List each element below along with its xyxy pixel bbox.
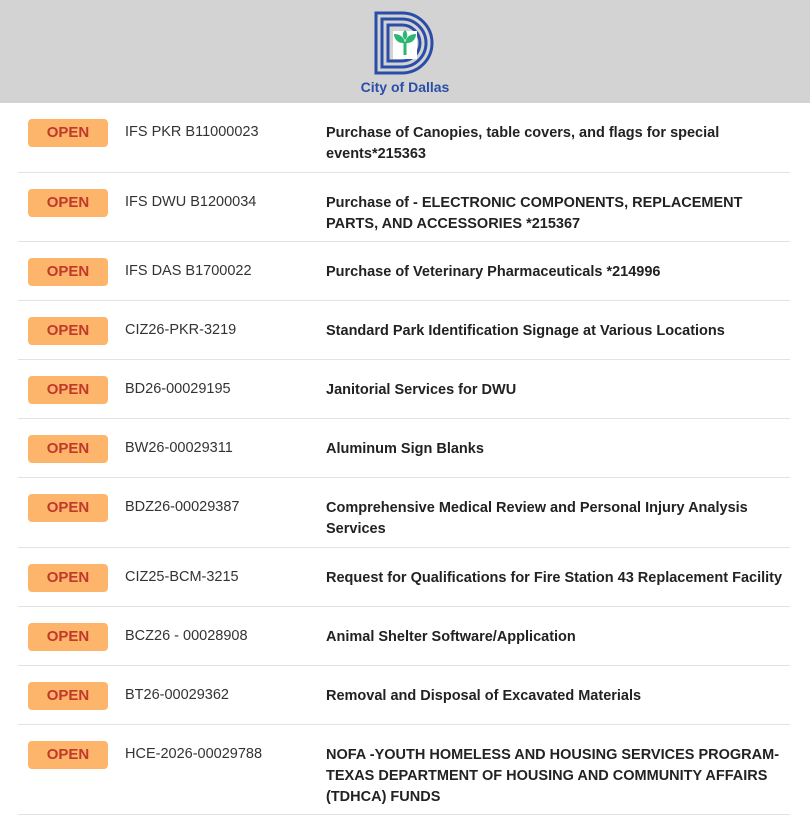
bid-number: BD26-00029195 [125,381,231,397]
site-header [0,0,810,103]
status-badge: OPEN [28,494,108,522]
bid-number: IFS DWU B1200034 [125,194,257,210]
status-badge: OPEN [28,258,108,286]
bid-row[interactable] [18,548,790,607]
status-badge: OPEN [28,119,108,147]
status-badge: OPEN [28,435,108,463]
bid-row[interactable] [18,607,790,666]
bid-row[interactable] [18,360,790,419]
bid-title-link[interactable]: Purchase of Canopies, table covers, and flags for special events*215363 [326,125,720,162]
bid-number: BT26-00029362 [125,687,229,703]
bid-title-link[interactable]: Purchase of - ELECTRONIC COMPONENTS, REPLACEMENT PARTS, AND ACCESSORIES *215367 [326,195,743,232]
bid-row[interactable] [18,173,790,242]
bid-number: BW26-00029311 [125,440,233,456]
bid-row[interactable] [18,103,790,173]
status-badge: OPEN [28,317,108,345]
bid-title-link[interactable]: Purchase of Veterinary Pharmaceuticals *214996 [326,264,661,280]
bid-number: IFS DAS B1700022 [125,263,252,279]
bid-row[interactable] [18,301,790,360]
bid-row[interactable] [18,419,790,478]
bid-title-link[interactable]: Janitorial Services for DWU [326,382,517,398]
bid-row[interactable] [18,725,790,815]
bid-row[interactable] [18,666,790,725]
bid-title-link[interactable]: Removal and Disposal of Excavated Materials [326,688,642,704]
status-badge: OPEN [28,623,108,651]
bid-number: CIZ26-PKR-3219 [125,322,237,338]
bid-row[interactable] [18,478,790,548]
bid-number: BCZ26 - 00028908 [125,628,248,644]
city-of-dallas-logo-icon[interactable] [374,11,437,75]
bid-title-link[interactable]: Request for Qualifications for Fire Station 43 Replacement Facility [326,570,783,586]
bid-row[interactable] [18,242,790,301]
bid-number: IFS PKR B11000023 [125,124,259,140]
bid-title-link[interactable]: Animal Shelter Software/Application [326,629,576,645]
bid-number: HCE-2026-00029788 [125,746,263,762]
bid-title-link[interactable]: Comprehensive Medical Review and Personal Injury Analysis Services [326,500,748,537]
status-badge: OPEN [28,189,108,217]
bid-title-link[interactable]: Standard Park Identification Signage at Various Locations [326,323,725,339]
status-badge: OPEN [28,741,108,769]
bid-list [0,103,810,815]
status-badge: OPEN [28,682,108,710]
bid-title-link[interactable]: Aluminum Sign Blanks [326,441,484,457]
bid-number: BDZ26-00029387 [125,499,240,515]
bid-title-link[interactable]: NOFA -YOUTH HOMELESS AND HOUSING SERVICES PROGRAM- TEXAS DEPARTMENT OF HOUSING AND COMMUNITY AFFAIRS (TDHCA) FUNDS [326,747,780,805]
logo-text[interactable]: City of Dallas [360,79,450,95]
bid-number: CIZ25-BCM-3215 [125,569,239,585]
status-badge: OPEN [28,376,108,404]
status-badge: OPEN [28,564,108,592]
